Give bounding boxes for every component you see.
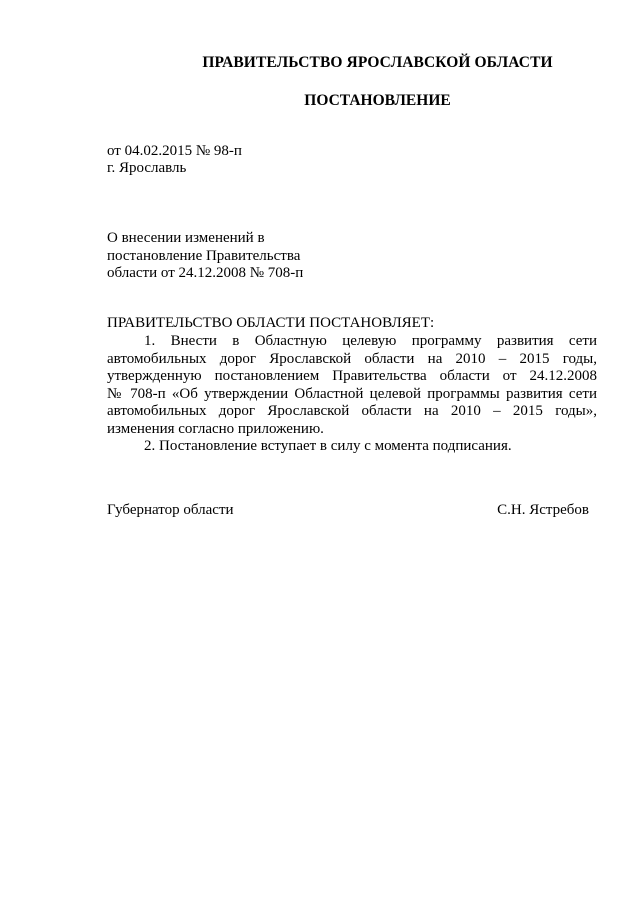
item1-line: автомобильных дорог Ярославской области на 2010 – 2015 годы, — [107, 350, 597, 367]
subject-line: постановление Правительства — [107, 247, 301, 264]
item1-line: утвержденную постановлением Правительства области от 24.12.2008 — [107, 368, 597, 384]
date-number: от 04.02.2015 № 98-п — [107, 143, 242, 159]
item1-line: автомобильных дорог Ярославской области на 2010 – 2015 годы», — [107, 403, 597, 419]
signature-position: Губернатор области — [107, 502, 234, 518]
item1-line: 1. Внести в Областную целевую программу развития сети — [144, 333, 597, 349]
signature-name: С.Н. Ястребов — [497, 502, 589, 518]
subject-block — [107, 230, 303, 283]
item1-line: № 708-п «Об утверждении Областной целевой программы развития сети — [107, 385, 597, 402]
government-title: ПРАВИТЕЛЬСТВО ЯРОСЛАВСКОЙ ОБЛАСТИ — [202, 54, 553, 71]
signature-row — [107, 502, 589, 519]
subject-line: О внесении изменений в — [107, 230, 265, 246]
decree-heading: ПРАВИТЕЛЬСТВО ОБЛАСТИ ПОСТАНОВЛЯЕТ: — [107, 315, 435, 331]
decree-body — [107, 333, 597, 456]
subject-line: области от 24.12.2008 № 708-п — [107, 265, 304, 281]
city: г. Ярославль — [107, 160, 187, 176]
document-type: ПОСТАНОВЛЕНИЕ — [304, 92, 451, 109]
item1-line: изменения согласно приложению. — [107, 420, 324, 437]
item2-line: 2. Постановление вступает в силу с момента подписания. — [144, 438, 512, 454]
